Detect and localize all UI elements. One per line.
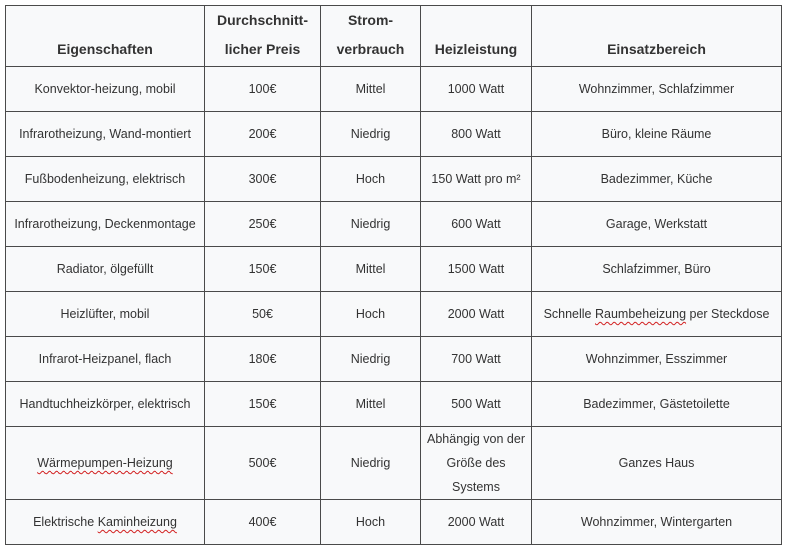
- cell-eigenschaft: Handtuchheizkörper, elektrisch: [6, 382, 205, 427]
- cell-preis: 200€: [205, 112, 321, 157]
- cell-einsatz: Büro, kleine Räume: [532, 112, 782, 157]
- cell-leistung: 150 Watt pro m²: [421, 157, 532, 202]
- cell-preis: 50€: [205, 292, 321, 337]
- table-header: [6, 6, 782, 67]
- comparison-table-container: [5, 5, 782, 545]
- cell-leistung: 2000 Watt: [421, 292, 532, 337]
- spellcheck-flagged-word[interactable]: Kaminheizung: [97, 515, 177, 529]
- header-eigenschaften: Eigenschaften: [6, 6, 205, 67]
- spellcheck-flagged-word[interactable]: Wärmepumpen-Heizung: [37, 456, 173, 470]
- cell-leistung: 700 Watt: [421, 337, 532, 382]
- cell-verbrauch: Niedrig: [321, 112, 421, 157]
- cell-verbrauch: Niedrig: [321, 427, 421, 500]
- eigenschaft-text-part: Elektrische: [33, 515, 98, 529]
- cell-verbrauch: Niedrig: [321, 202, 421, 247]
- cell-verbrauch: Hoch: [321, 500, 421, 545]
- cell-leistung: 2000 Watt: [421, 500, 532, 545]
- cell-leistung: 1000 Watt: [421, 67, 532, 112]
- table-row: [6, 67, 782, 112]
- table-row: [6, 247, 782, 292]
- header-row: [6, 6, 782, 67]
- table-row: [6, 112, 782, 157]
- cell-verbrauch: Mittel: [321, 247, 421, 292]
- cell-einsatz: Garage, Werkstatt: [532, 202, 782, 247]
- cell-einsatz: Wohnzimmer, Wintergarten: [532, 500, 782, 545]
- cell-eigenschaft: [6, 500, 205, 545]
- cell-leistung: 500 Watt: [421, 382, 532, 427]
- cell-eigenschaft: Fußbodenheizung, elektrisch: [6, 157, 205, 202]
- cell-verbrauch: Niedrig: [321, 337, 421, 382]
- header-stromverbrauch: Strom- verbrauch: [321, 6, 421, 67]
- cell-eigenschaft: [6, 427, 205, 500]
- cell-preis: 300€: [205, 157, 321, 202]
- header-heizleistung: Heizleistung: [421, 6, 532, 67]
- cell-eigenschaft: Infrarotheizung, Wand-montiert: [6, 112, 205, 157]
- einsatz-text-part: per Steckdose: [686, 307, 770, 321]
- cell-einsatz: Ganzes Haus: [532, 427, 782, 500]
- table-row: [6, 292, 782, 337]
- header-einsatzbereich: Einsatzbereich: [532, 6, 782, 67]
- cell-leistung: 600 Watt: [421, 202, 532, 247]
- cell-einsatz: Schlafzimmer, Büro: [532, 247, 782, 292]
- cell-eigenschaft: Radiator, ölgefüllt: [6, 247, 205, 292]
- einsatz-text-part: Schnelle: [543, 307, 595, 321]
- cell-eigenschaft: Infrarot-Heizpanel, flach: [6, 337, 205, 382]
- table-row: [6, 157, 782, 202]
- table-row: [6, 500, 782, 545]
- cell-preis: 500€: [205, 427, 321, 500]
- cell-einsatz: Wohnzimmer, Esszimmer: [532, 337, 782, 382]
- cell-eigenschaft: Infrarotheizung, Deckenmontage: [6, 202, 205, 247]
- cell-einsatz: Badezimmer, Küche: [532, 157, 782, 202]
- table-row: [6, 427, 782, 500]
- cell-preis: 100€: [205, 67, 321, 112]
- leistung-line: Größe des Systems: [446, 456, 506, 494]
- cell-verbrauch: Hoch: [321, 157, 421, 202]
- heater-comparison-table: [5, 5, 782, 545]
- cell-preis: 400€: [205, 500, 321, 545]
- header-durchschnittlicher-preis: Durchschnitt- licher Preis: [205, 6, 321, 67]
- cell-preis: 150€: [205, 382, 321, 427]
- cell-verbrauch: Mittel: [321, 67, 421, 112]
- cell-eigenschaft: Heizlüfter, mobil: [6, 292, 205, 337]
- cell-leistung: [421, 427, 532, 500]
- cell-leistung: 800 Watt: [421, 112, 532, 157]
- cell-einsatz: [532, 292, 782, 337]
- table-row: [6, 382, 782, 427]
- cell-einsatz: Wohnzimmer, Schlafzimmer: [532, 67, 782, 112]
- cell-leistung: 1500 Watt: [421, 247, 532, 292]
- cell-preis: 250€: [205, 202, 321, 247]
- table-row: [6, 202, 782, 247]
- cell-eigenschaft: Konvektor-heizung, mobil: [6, 67, 205, 112]
- spellcheck-flagged-word[interactable]: Raumbeheizung: [595, 307, 687, 321]
- cell-verbrauch: Hoch: [321, 292, 421, 337]
- cell-preis: 180€: [205, 337, 321, 382]
- leistung-line: Abhängig von der: [427, 432, 525, 446]
- cell-einsatz: Badezimmer, Gästetoilette: [532, 382, 782, 427]
- cell-verbrauch: Mittel: [321, 382, 421, 427]
- cell-preis: 150€: [205, 247, 321, 292]
- table-body: [6, 67, 782, 545]
- table-row: [6, 337, 782, 382]
